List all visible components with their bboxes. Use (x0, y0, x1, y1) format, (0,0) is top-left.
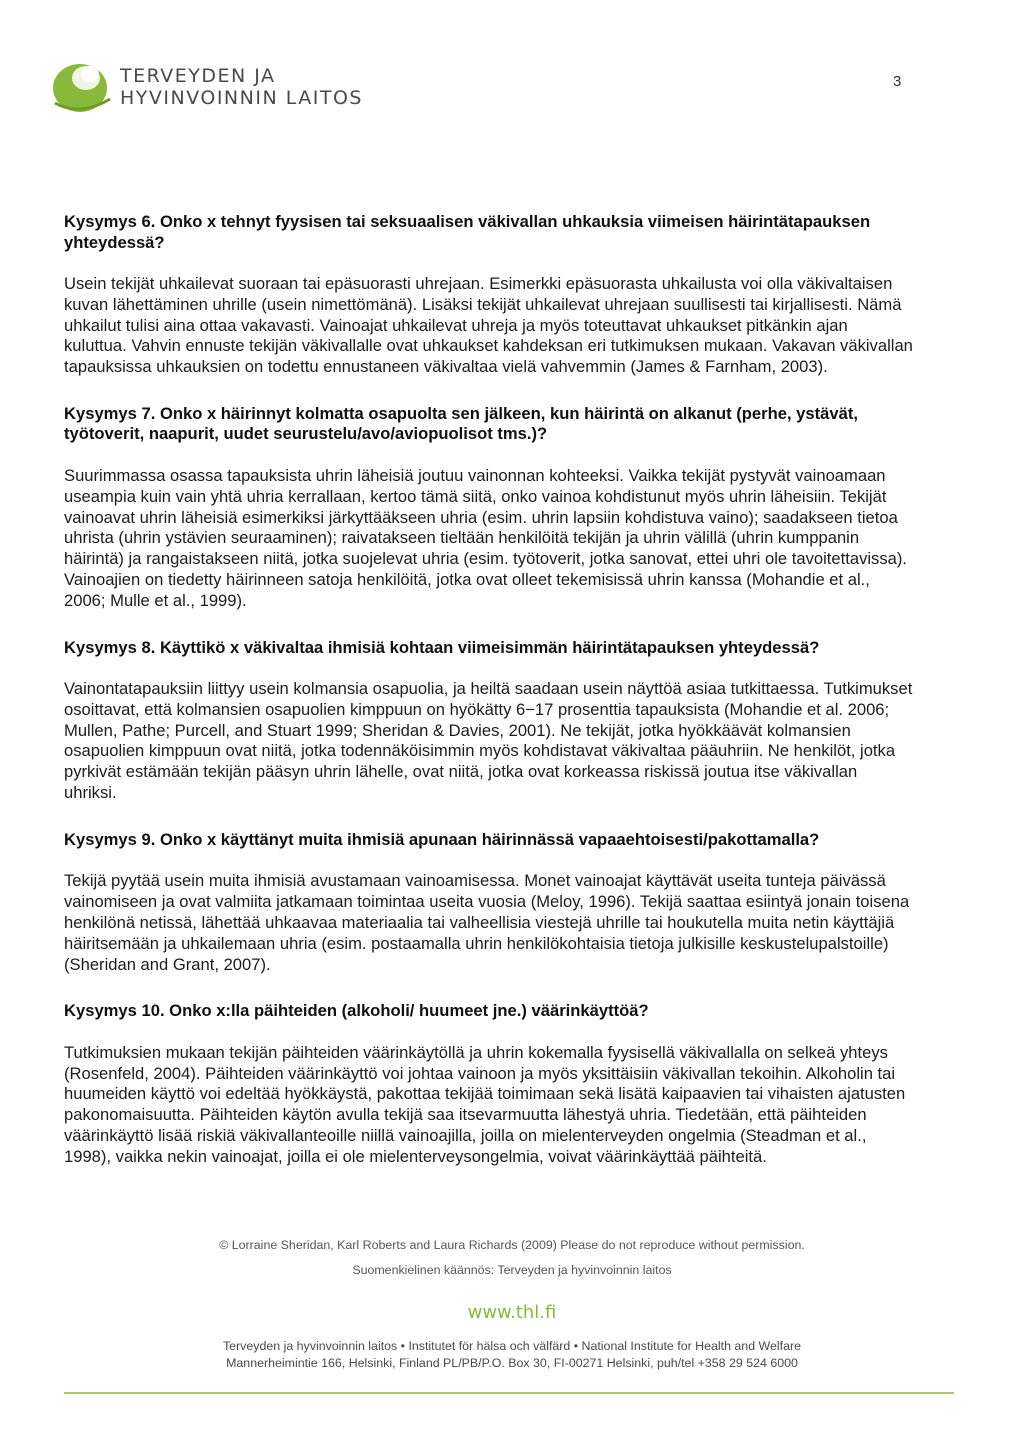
question-8-heading: Kysymys 8. Käyttikö x väkivaltaa ihmisiä kohtaan viimeisimmän häirintätapauksen yhteydessä? (64, 637, 820, 657)
question-10-heading: Kysymys 10. Onko x:lla päihteiden (alkoholi/ huumeet jne.) väärinkäyttöä? (64, 1001, 649, 1021)
question-6-body: Usein tekijät uhkailevat suoraan tai epäsuorasti uhrejaan. Esimerkki epäsuorasta uhkailusta voi olla väkivaltaisen kuvan lähettäminen uhrille (usein nimettömänä). Lisäksi tekijät uhkailevat uhrejaan suullisesti tai kirjallisesti. Nämä uhkailut tulisi aina ottaa vakavasti. Vainoajat uhkailevat uhreja ja myös toteuttavat uhkaukset pitkänkin ajan kuluttua. Vahvin ennuste tekijän väkivallalle ovat uhkaukset kahdeksan eri tutkimuksen mukaan. Vakavan väkivallan tapauksissa uhkauksien on todettu ennustaneen väkivaltaa vielä vahvemmin (James & Farnham, 2003). (64, 274, 913, 377)
question-7-section (64, 404, 914, 612)
question-8-body: Vainontatapauksiin liittyy usein kolmansia osapuolia, ja heiltä saadaan usein näyttöä asiaa tutkittaessa. Tutkimukset osoittavat, että kolmansien osapuolien kimppuun on hyökätty 6−17 prosenttia tapauksista (Mohandie et al. 2006; Mullen, Pathe; Purcell, and Stuart 1999; Sheridan & Davies, 2001). Ne tekijät, jotka hyökkäävät kolmansien osapuolien kimppuun ovat niitä, jotka todennäköisimmin myös kohdistavat väkivaltaa pääuhriin. Ne henkilöt, jotka pyrkivät estämään tekijän pääsyn uhrin lähelle, ovat niitä, jotka ovat korkeassa riskissä joutua itse väkivallan uhriksi. (64, 679, 913, 803)
question-6-heading: Kysymys 6. Onko x tehnyt fyysisen tai seksuaalisen väkivallan uhkauksia viimeisen häirintätapauksen yhteydessä? (64, 212, 871, 252)
question-9-heading: Kysymys 9. Onko x käyttänyt muita ihmisiä apunaan häirinnässä vapaaehtoisesti/pakottamalla? (64, 829, 820, 849)
logo-text (120, 65, 363, 109)
document-body (64, 212, 914, 1194)
organization-line: Terveyden ja hyvinvoinnin laitos • Institutet för hälsa och välfärd • National Institute for Health and Welfare (222, 1339, 802, 1353)
footer-divider (64, 1392, 954, 1394)
question-9-section (64, 830, 914, 975)
website-link[interactable]: www.thl.fi (467, 1302, 557, 1323)
question-7-heading: Kysymys 7. Onko x häirinnyt kolmatta osapuolta sen jälkeen, kun häirintä on alkanut (perhe, ystävät, työtoverit, naapurit, uudet seurustelu/avo/aviopuolisot tms.)? (64, 403, 858, 444)
question-10-section (64, 1001, 914, 1167)
logo-line-1: TERVEYDEN JA (120, 65, 276, 87)
question-10-body: Tutkimuksien mukaan tekijän päihteiden väärinkäytöllä ja uhrin kokemalla fyysisellä väkivallalla on selkeä yhteys (Rosenfeld, 2004). Päihteiden väärinkäyttö voi johtaa vainoon ja myös yksittäisiin väkivallan tekoihin. Alkoholin tai huumeiden käyttö voi edeltää hyökkäystä, pakottaa tekijää toimimaan sekä lisätä kaipaavien tai vihaisten ajatusten pakonomaisuutta. Päihteiden käytön avulla tekijä saa itsevarmuutta lähestyä uhria. Tiedetään, että päihteiden väärinkäyttö lisää riskiä väkivallanteoille niillä vainoajilla, joilla on mielenterveyden ongelmia (Steadman et al., 1998), vaikka nekin vainoajat, joilla ei ole mielenterveysongelmia, voivat väärinkäyttää päihteitä. (64, 1042, 906, 1166)
page-number: 3 (893, 73, 902, 90)
logo-line-2: HYVINVOINNIN LAITOS (120, 87, 363, 109)
question-8-section (64, 638, 914, 804)
thl-logo-icon (50, 55, 120, 115)
question-6-section (64, 212, 914, 378)
question-7-body: Suurimmassa osassa tapauksista uhrin läheisiä joutuu vainonnan kohteeksi. Vaikka tekijät pystyvät vainoamaan useampia kuin vain yhtä uhria kerrallaan, kertoo tämä siitä, onko vainoa kohdistunut myös uhrin läheisiin. Tekijät vainoavat uhrin läheisiä esimerkiksi järkyttääkseen uhria (esim. uhrin lapsiin kohdistuva vaino); saadakseen tietoa uhrista (uhrin ystävien seuraaminen); raivatakseen tieltään henkilöitä tekijän ja uhrin välillä (uhrin kumppanin häirintä) ja rangaistakseen niitä, jotka suojelevat uhria (esim. työtoverit, jotka sanovat, ettei uhri ole tavoitettavissa). Vainoajien on tiedetty häirinneen satoja henkilöitä, jotka ovat olleet tekemisissä uhrin kanssa (Mohandie et al., 2006; Mulle et al., 1999). (64, 465, 908, 610)
address-line: Mannerheimintie 166, Helsinki, Finland PL/PB/P.O. Box 30, FI-00271 Helsinki, puh/tel +358 29 524 6000 (226, 1356, 798, 1370)
thl-logo (50, 55, 390, 115)
translation-notice: Suomenkielinen käännös: Terveyden ja hyvinvoinnin laitos (352, 1263, 672, 1277)
copyright-notice: © Lorraine Sheridan, Karl Roberts and Laura Richards (2009) Please do not reproduce without permission. (219, 1238, 805, 1252)
question-9-body: Tekijä pyytää usein muita ihmisiä avustamaan vainoamisessa. Monet vainoajat käyttävät useita tunteja päivässä vainomiseen ja ovat valmiita jatkamaan toimintaa useita vuosia (Meloy, 1996). Tekijä saattaa esiintyä jonain toisena henkilönä netissä, lähettää uhkaavaa materiaalia tai valheellisia viestejä uhrille tai houkutella muita netin käyttäjiä häiritsemään ja uhkailemaan uhria (esim. postaamalla uhrin henkilökohtaisia tietoja julkisille keskustelupalstoille) (Sheridan and Grant, 2007). (64, 871, 910, 974)
